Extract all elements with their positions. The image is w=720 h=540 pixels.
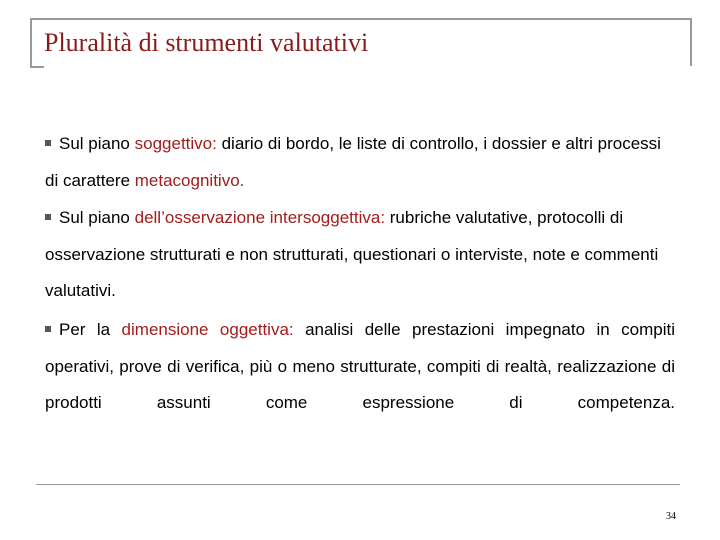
highlight-soggettivo: soggettivo:	[134, 134, 217, 153]
square-bullet-icon	[45, 140, 51, 146]
square-bullet-icon	[45, 214, 51, 220]
square-bullet-icon	[45, 326, 51, 332]
highlight-intersoggettiva: dell’osservazione intersoggettiva:	[134, 208, 386, 227]
bullet-item-soggettivo: Sul piano soggettivo: diario di bordo, le liste di controllo, i dossier e altri processi di carattere metacognitivo.	[45, 134, 661, 190]
bullet-item-oggettiva: Per la dimensione oggettiva: analisi delle prestazioni impegnato in compiti operativi, prove di verifica, più o meno strutturate, compiti di realtà, realizzazione di prodotti assunti come espressione di competenza.	[45, 320, 675, 412]
page-number: 34	[666, 511, 676, 522]
highlight-oggettiva: dimensione oggettiva:	[121, 320, 294, 339]
bullet-item-intersoggettiva: Sul piano dell’osservazione intersoggettiva: rubriche valutative, protocolli di osservazione strutturati e non strutturati, questionari o interviste, note e commenti valutativi.	[45, 208, 659, 300]
footer-divider	[36, 484, 680, 485]
highlight-metacognitivo: metacognitivo.	[134, 170, 245, 190]
slide-title: Pluralità di strumenti valutativi	[44, 28, 369, 57]
